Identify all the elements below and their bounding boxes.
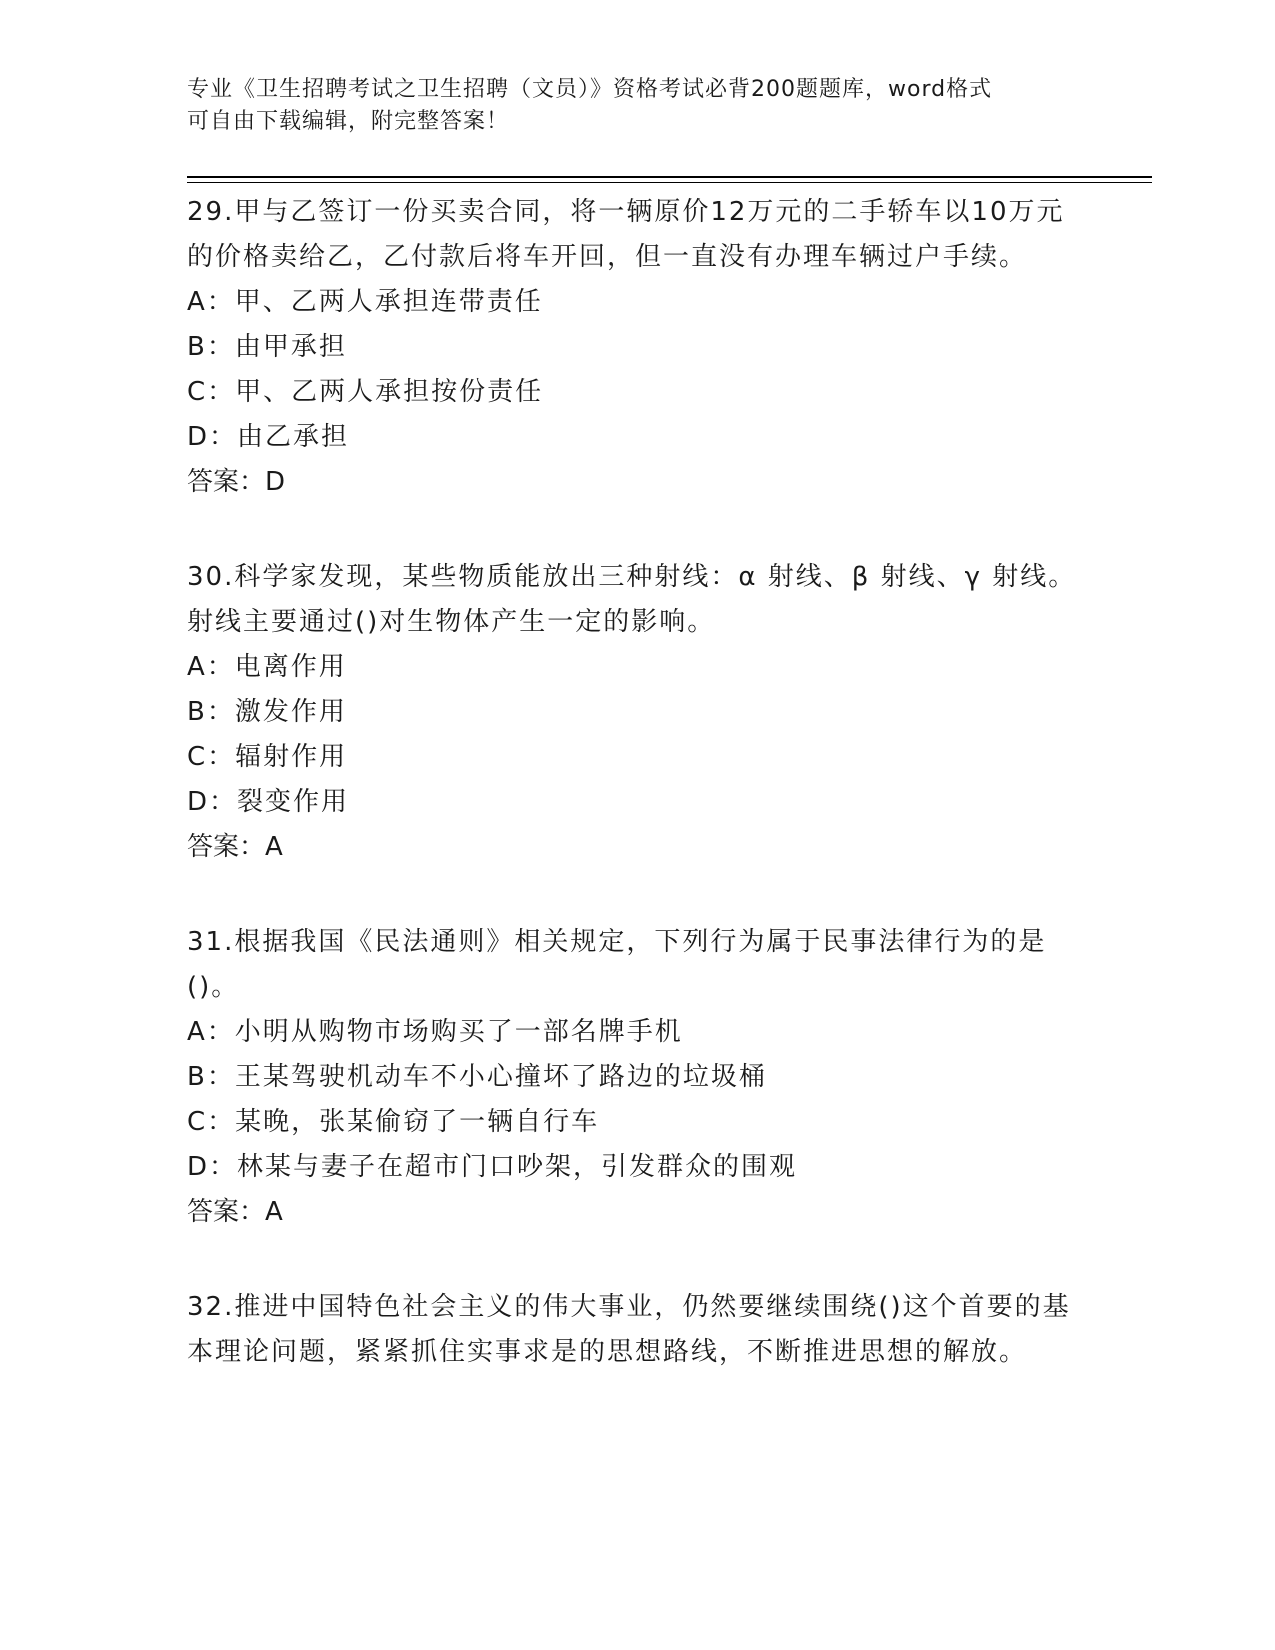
- header-line-2: 可自由下载编辑，附完整答案！: [187, 109, 510, 134]
- option-c: C：某晚，张某偷窃了一辆自行车: [187, 1107, 600, 1137]
- answer-text: 答案：A: [187, 832, 283, 862]
- question-31: [187, 920, 1087, 1235]
- option-list: [187, 280, 1087, 460]
- answer-text: 答案：D: [187, 467, 286, 497]
- question-30: [187, 555, 1087, 870]
- option-d: D：林某与妻子在超市门口吵架，引发群众的围观: [187, 1152, 798, 1182]
- question-text: 32.推进中国特色社会主义的伟大事业，仍然要继续围绕()这个首要的基本理论问题，紧紧抓住实事求是的思想路线，不断推进思想的解放。: [187, 1292, 1071, 1367]
- option-list: [187, 1010, 1087, 1190]
- option-list: [187, 645, 1087, 825]
- option-b: B：由甲承担: [187, 332, 347, 362]
- question-text: 30.科学家发现，某些物质能放出三种射线：α 射线、β 射线、γ 射线。射线主要通过()对生物体产生一定的影响。: [187, 562, 1077, 637]
- option-d: D：由乙承担: [187, 422, 350, 452]
- question-29: [187, 190, 1087, 505]
- answer-text: 答案：A: [187, 1197, 283, 1227]
- option-b: B：激发作用: [187, 697, 347, 727]
- option-a: A：电离作用: [187, 652, 347, 682]
- header-divider-thick: [187, 176, 1152, 178]
- question-text: 29.甲与乙签订一份买卖合同，将一辆原价12万元的二手轿车以10万元的价格卖给乙，乙付款后将车开回，但一直没有办理车辆过户手续。: [187, 197, 1065, 272]
- question-32: [187, 1285, 1087, 1375]
- option-a: A：甲、乙两人承担连带责任: [187, 287, 543, 317]
- question-list: [187, 190, 1087, 1425]
- option-d: D：裂变作用: [187, 787, 350, 817]
- option-b: B：王某驾驶机动车不小心撞坏了路边的垃圾桶: [187, 1062, 767, 1092]
- header-divider-thin: [187, 182, 1152, 183]
- document-header: [187, 74, 1067, 138]
- header-line-1: 专业《卫生招聘考试之卫生招聘（文员）》资格考试必背200题题库，word格式: [187, 77, 993, 102]
- option-c: C：甲、乙两人承担按份责任: [187, 377, 544, 407]
- option-c: C：辐射作用: [187, 742, 348, 772]
- question-text: 31.根据我国《民法通则》相关规定，下列行为属于民事法律行为的是()。: [187, 927, 1047, 1002]
- option-a: A：小明从购物市场购买了一部名牌手机: [187, 1017, 683, 1047]
